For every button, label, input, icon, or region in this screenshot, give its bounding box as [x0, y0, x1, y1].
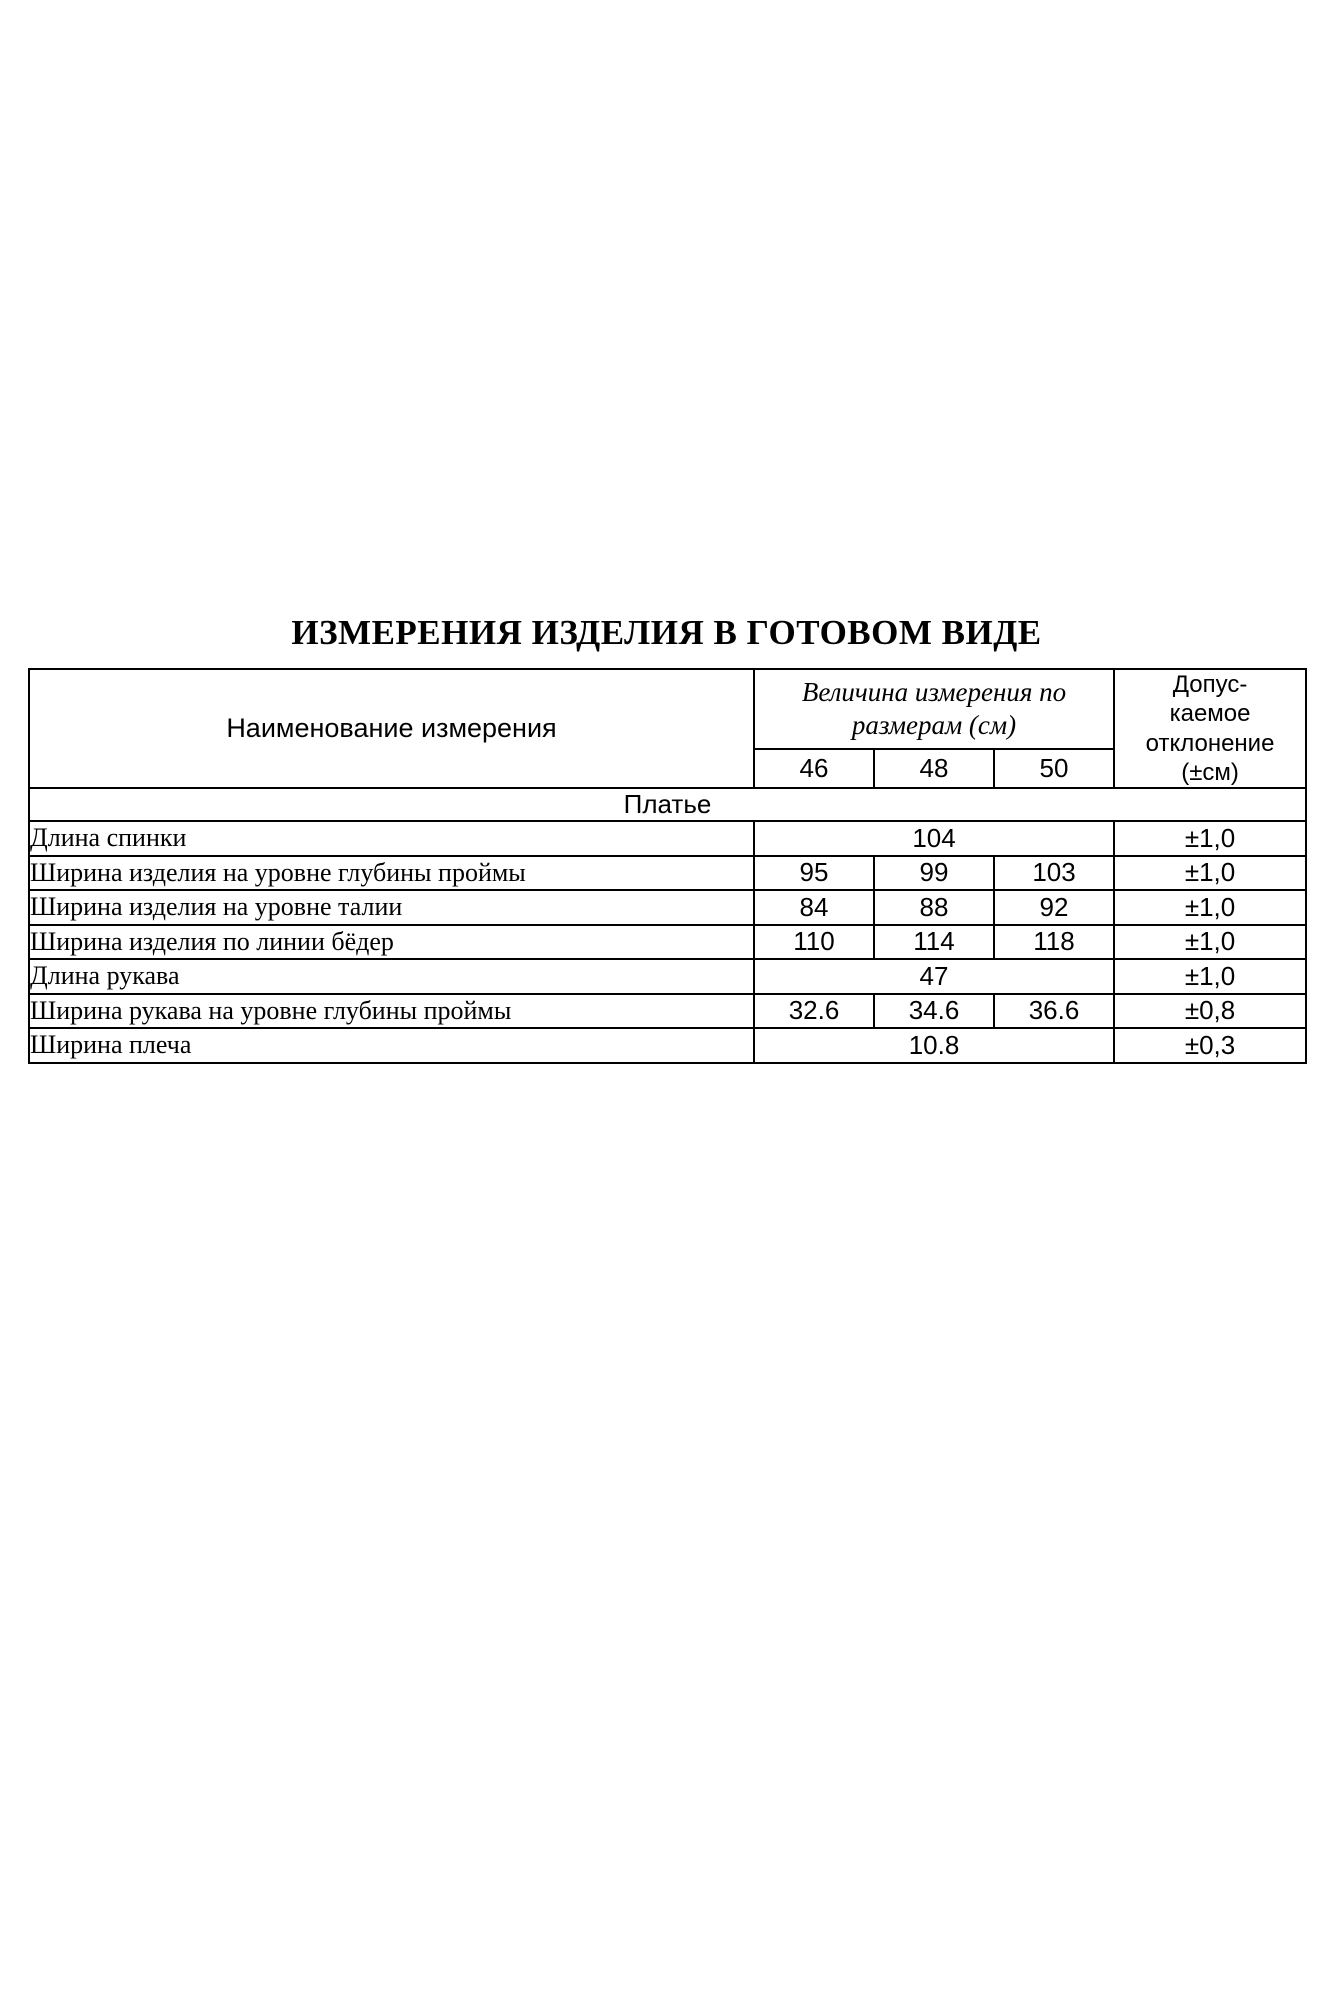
row-value-48: 99 [874, 856, 994, 891]
header-measurement-name: Наименование измерения [29, 669, 754, 788]
table-row [29, 856, 1306, 891]
row-value-46: 32.6 [754, 994, 874, 1029]
header-tolerance-line-3: отклонение [1145, 729, 1275, 757]
table-row [29, 994, 1306, 1029]
header-tolerance-line-2: каемое [1169, 700, 1251, 728]
row-value-merged: 10.8 [754, 1028, 1114, 1063]
table-section-row [29, 788, 1306, 821]
table-row [29, 925, 1306, 960]
row-label: Ширина рукава на уровне глубины проймы [29, 994, 754, 1029]
row-label: Длина спинки [29, 821, 754, 856]
row-value-48: 88 [874, 890, 994, 925]
header-size-48: 48 [874, 749, 994, 788]
row-tolerance: ±1,0 [1114, 890, 1306, 925]
row-value-50: 103 [994, 856, 1114, 891]
table-row [29, 821, 1306, 856]
row-value-46: 95 [754, 856, 874, 891]
row-value-merged: 47 [754, 959, 1114, 994]
header-tolerance-line-4: (±см) [1181, 758, 1239, 786]
row-value-50: 36.6 [994, 994, 1114, 1029]
row-tolerance: ±0,3 [1114, 1028, 1306, 1063]
row-value-46: 84 [754, 890, 874, 925]
row-value-48: 114 [874, 925, 994, 960]
header-size-46: 46 [754, 749, 874, 788]
row-value-merged: 104 [754, 821, 1114, 856]
row-value-50: 118 [994, 925, 1114, 960]
header-size-50: 50 [994, 749, 1114, 788]
row-tolerance: ±0,8 [1114, 994, 1306, 1029]
row-tolerance: ±1,0 [1114, 925, 1306, 960]
table-row [29, 890, 1306, 925]
row-value-48: 34.6 [874, 994, 994, 1029]
header-tolerance-line-1: Допус- [1172, 671, 1248, 698]
header-sizes-group: Величина измерения по размерам (см) [754, 669, 1114, 749]
row-label: Ширина изделия на уровне талии [29, 890, 754, 925]
table-row [29, 959, 1306, 994]
measurements-table [28, 668, 1307, 1064]
row-tolerance: ±1,0 [1114, 856, 1306, 891]
measurements-table-wrapper [28, 668, 1305, 1064]
header-tolerance [1114, 669, 1306, 788]
row-label: Длина рукава [29, 959, 754, 994]
row-label: Ширина изделия по линии бёдер [29, 925, 754, 960]
page-title: ИЗМЕРЕНИЯ ИЗДЕЛИЯ В ГОТОВОМ ВИДЕ [291, 613, 1042, 652]
row-tolerance: ±1,0 [1114, 959, 1306, 994]
row-value-50: 92 [994, 890, 1114, 925]
section-label-dress: Платье [29, 788, 1306, 821]
row-label: Ширина плеча [29, 1028, 754, 1063]
row-tolerance: ±1,0 [1114, 821, 1306, 856]
table-row [29, 1028, 1306, 1063]
row-value-46: 110 [754, 925, 874, 960]
row-label: Ширина изделия на уровне глубины проймы [29, 856, 754, 891]
table-header-row-1 [29, 669, 1306, 749]
